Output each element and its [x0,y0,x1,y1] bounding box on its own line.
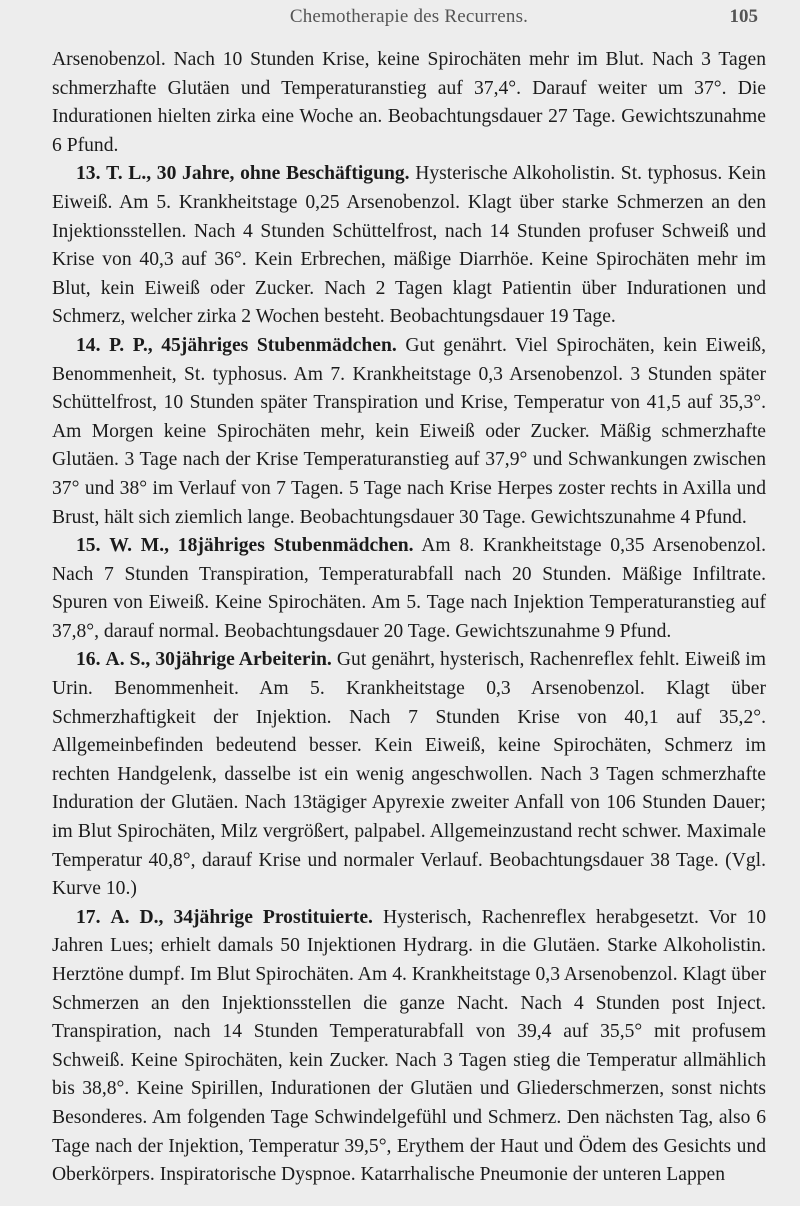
case-15-text: Am 8. Krankheitstage 0,35 Arsenobenzol. Nach 7 Stunden Transpiration, Temperaturabfall nach 20 Stunden. Mäßige Infiltrate. Spuren von Eiweiß. Keine Spirochäten. Am 5. Tage nach Injektion Temperaturanstieg auf 37,8°, darauf normal. Beobachtungsdauer 20 Tage. Gewichtszunahme 9 Pfund. [52,535,766,642]
case-13-text: Hysterische Alkoholistin. St. typhosus. Kein Eiweiß. Am 5. Krankheitstage 0,25 Arsenobenzol. Klagt über starke Schmerzen an den Injektionsstellen. Nach 4 Stunden Schüttelfrost, nach 14 Stunden profuser Schweiß und Krise von 40,3 auf 36°. Kein Erbrechen, mäßige Diarrhöe. Keine Spirochäten mehr im Blut, kein Eiweiß oder Zucker. Nach 2 Tagen klagt Patientin über Indurationen und Schmerz, welcher zirka 2 Wochen besteht. Beobachtungsdauer 19 Tage. [52,163,766,328]
case-16-text: Gut genährt, hysterisch, Rachenreflex fehlt. Eiweiß im Urin. Benommenheit. Am 5. Krankheitstage 0,3 Arsenobenzol. Klagt über Schmerzhaftigkeit der Injektion. Nach 7 Stunden Krise von 40,1 auf 35,2°. Allgemeinbefinden bedeutend besser. Kein Eiweiß, keine Spirochäten, Schmerz im rechten Handgelenk, dasselbe ist ein wenig angeschwollen. Nach 3 Tagen schmerzhafte Induration der Glutäen. Nach 13tägiger Apyrexie zweiter Anfall von 106 Stunden Dauer; im Blut Spirochäten, Milz vergrößert, palpabel. Allgemeinzustand recht schwer. Maximale Temperatur 40,8°, darauf Krise und normaler Verlauf. Beobachtungsdauer 38 Tage. (Vgl. Kurve 10.) [52,649,766,900]
case-16-paragraph [52,646,766,903]
case-13-heading: T. L., 30 Jahre, ohne Beschäftigung. [106,163,410,185]
case-15-heading: W. M., 18jähriges Stubenmädchen. [109,535,414,557]
case-17-text: Hysterisch, Rachenreflex herabgesetzt. Vor 10 Jahren Lues; erhielt damals 50 Injektionen Hydrarg. in die Glutäen. Starke Alkoholistin. Herztöne dumpf. Im Blut Spirochäten. Am 4. Krankheitstage 0,3 Arsenobenzol. Klagt über Schmerzen an den Injektionsstellen die ganze Nacht. Nach 4 Stunden post Inject. Transpiration, nach 14 Stunden Temperaturabfall von 39,4 auf 35,5° mit profusem Schweiß. Keine Spirochäten, kein Zucker. Nach 3 Tagen stieg die Temperatur allmählich bis 38,8°. Keine Spirillen, Indurationen der Glutäen und Gliederschmerzen, sonst nichts Besonderes. Am folgenden Tage Schwindelgefühl und Schmerz. Den nächsten Tag, also 6 Tage nach der Injektion, Temperatur 39,5°, Erythem der Haut und Ödem des Gesichts und Oberkörpers. Inspiratorische Dyspnoe. Katarrhalische Pneumonie der unteren Lappen [52,906,766,1186]
running-title: Chemotherapie des Recurrens. [289,6,529,27]
case-14-text: Gut genährt. Viel Spirochäten, kein Eiweiß, Benommenheit, St. typhosus. Am 7. Krankheitstage 0,3 Arsenobenzol. 3 Stunden später Schüttelfrost, 10 Stunden später Transpiration und Krise, Temperatur von 41,5 auf 35,3°. Am Morgen keine Spirochäten mehr, kein Eiweiß oder Zucker. Mäßig schmerzhafte Glutäen. 3 Tage nach der Krise Temperaturanstieg auf 37,9° und Schwankungen zwischen 37° und 38° im Verlauf von 7 Tagen. 5 Tage nach Krise Herpes zoster rechts in Axilla und Brust, hält sich ziemlich lange. Beobachtungsdauer 30 Tage. Gewichtszunahme 4 Pfund. [52,334,766,528]
case-16-heading: A. S., 30jährige Arbeiterin. [105,649,332,671]
running-head [52,0,766,46]
case-15-paragraph [52,532,766,646]
case-17-number: 17. [76,906,101,928]
page-number: 105 [729,6,758,27]
case-14-number: 14. [76,334,101,356]
case-13-number: 13. [76,163,101,185]
case-13-paragraph [52,160,766,332]
book-page [52,0,766,1206]
case-14-heading: P. P., 45jähriges Stubenmädchen. [109,334,397,356]
case-17-heading: A. D., 34jährige Prostituierte. [110,906,373,928]
case-14-paragraph [52,332,766,532]
case-15-number: 15. [76,535,101,557]
body-text [52,46,766,1190]
case-17-paragraph [52,904,766,1190]
case-16-number: 16. [76,649,101,671]
continuation-paragraph: Arsenobenzol. Nach 10 Stunden Krise, keine Spirochäten mehr im Blut. Nach 3 Tagen schmerzhafte Glutäen und Temperaturanstieg auf 37,4°. Darauf weiter um 37°. Die Indurationen hielten zirka eine Woche an. Beobachtungsdauer 27 Tage. Gewichtszunahme 6 Pfund. [52,49,766,156]
